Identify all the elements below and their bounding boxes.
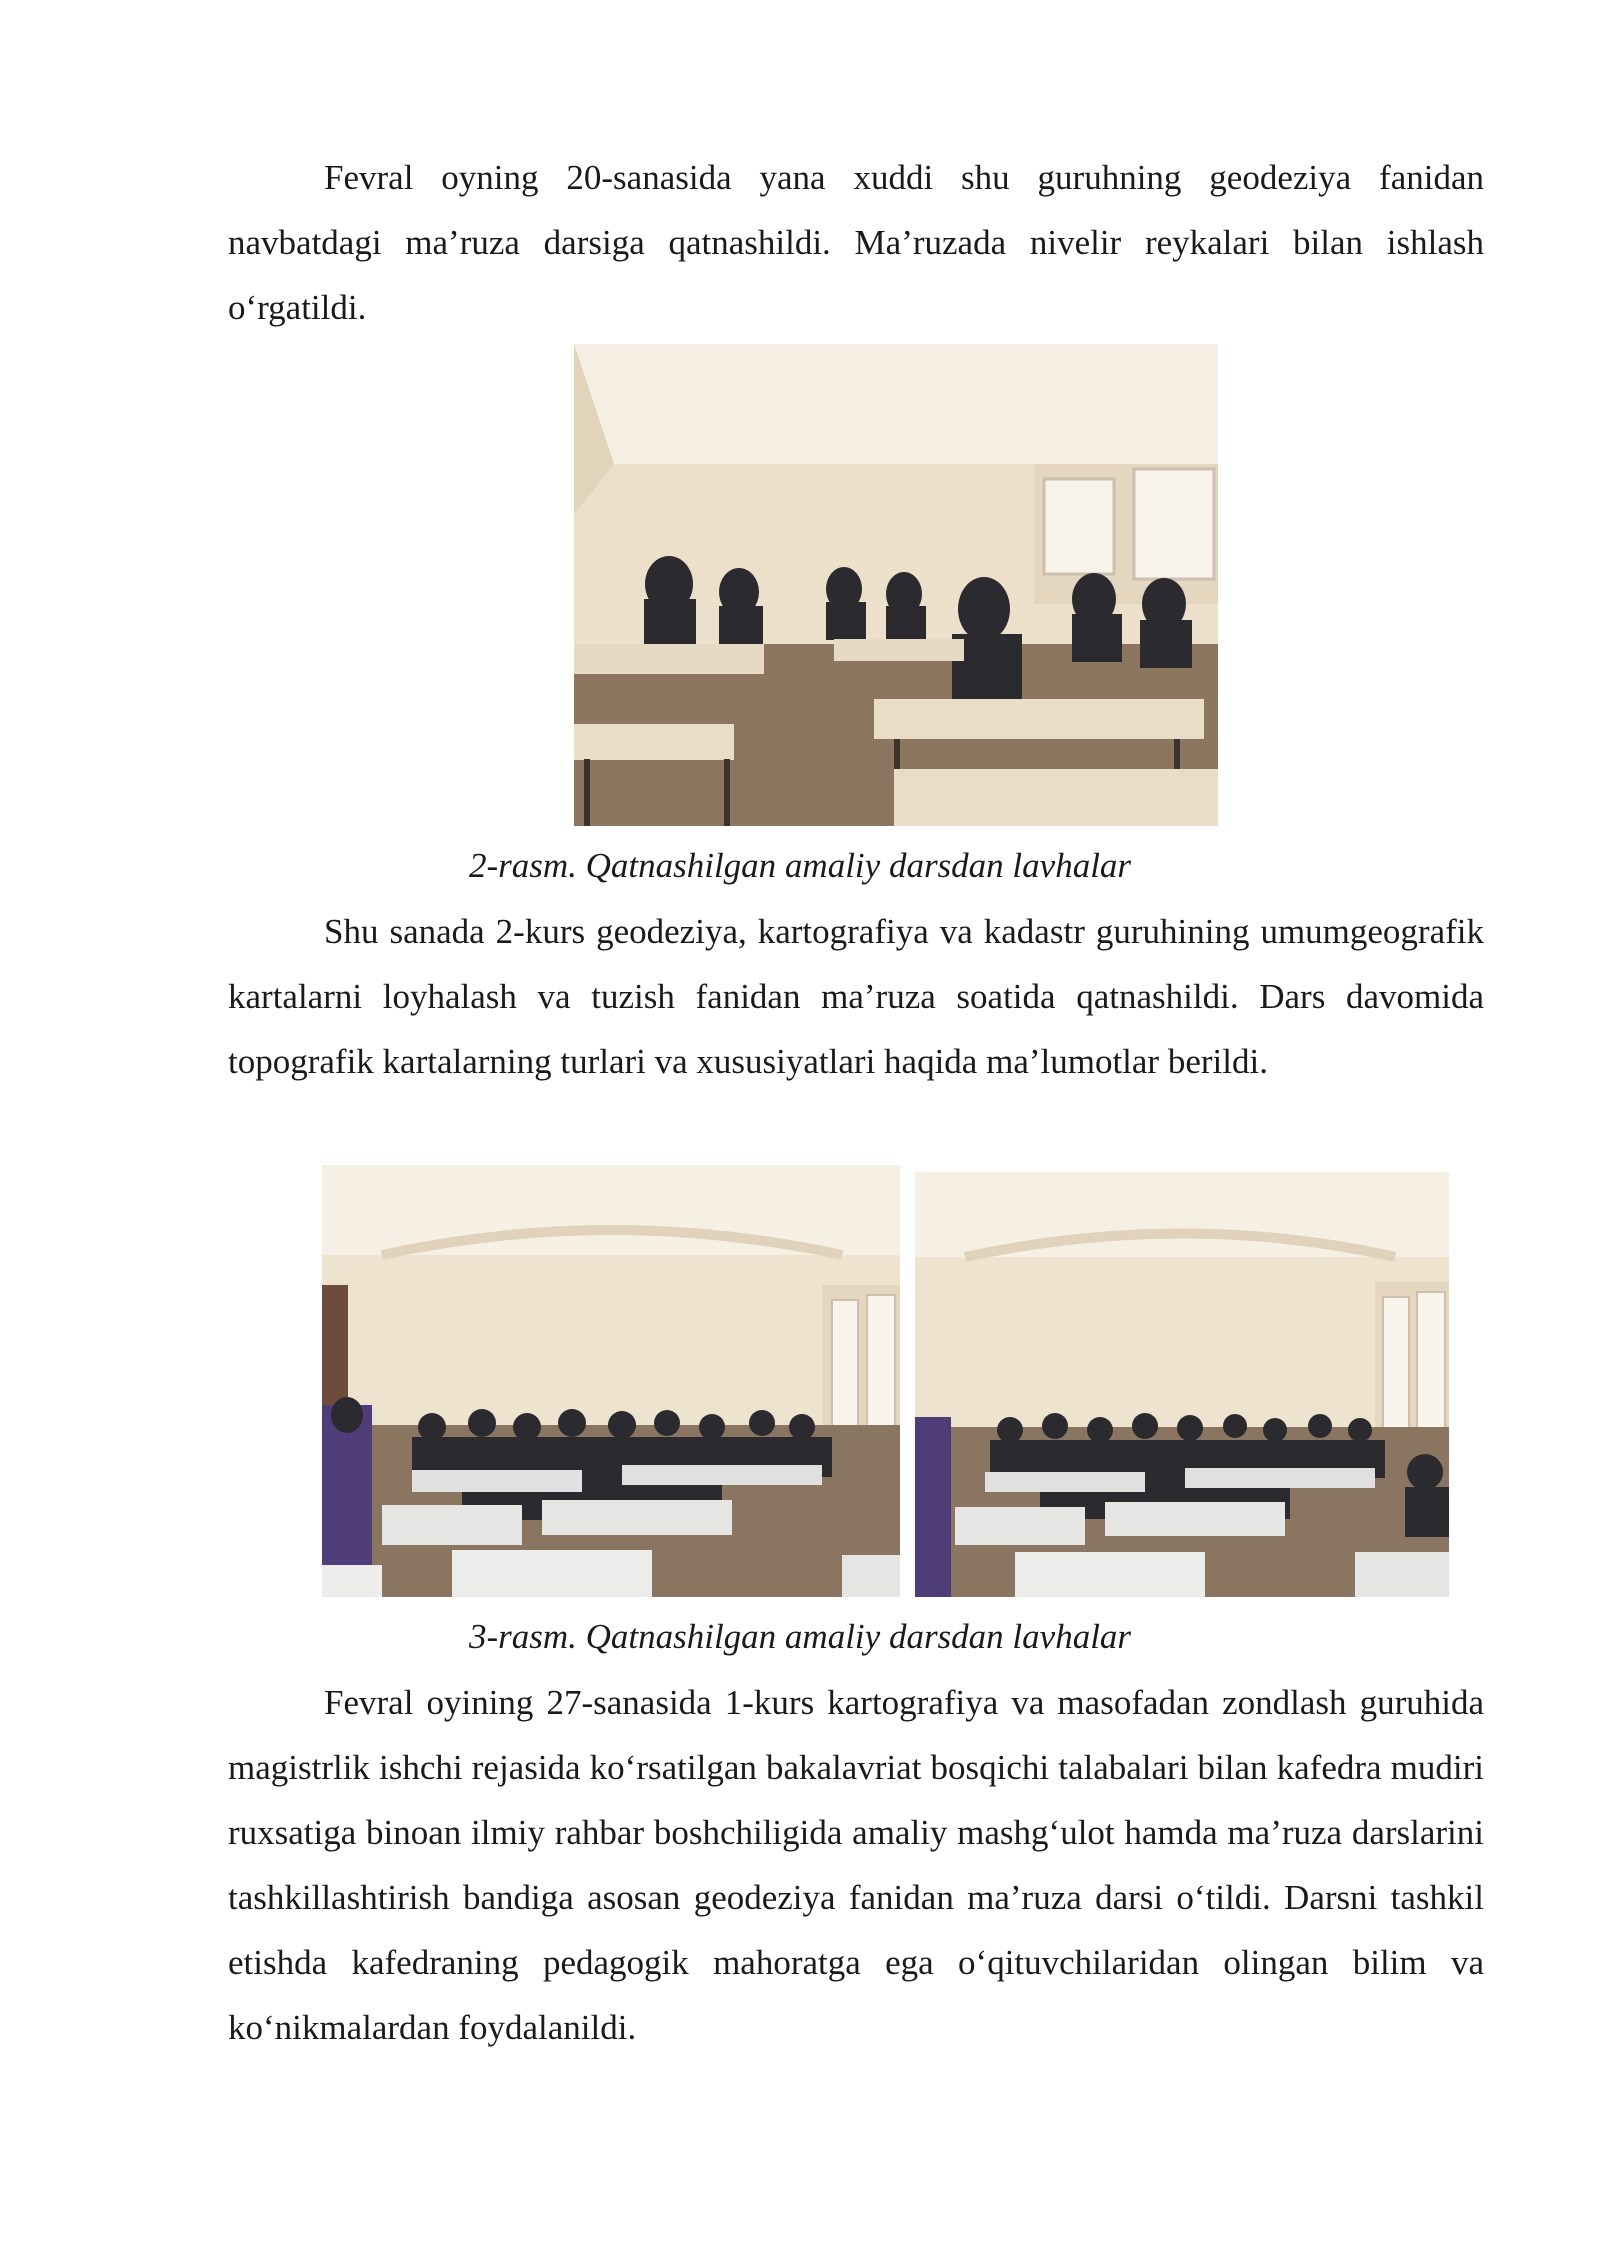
- paragraph-1: Fevral oyning 20-sanasida yana xuddi shu guruhning geodeziya fanidan navbatdagi ma’ruza darsiga qatnashildi. Ma’ruzada nivelir reykalari bilan ishlash o‘rgatildi.: [228, 158, 1484, 327]
- classroom-photo-3: [915, 1172, 1449, 1597]
- paragraph-2: Shu sanada 2-kurs geodeziya, kartografiya va kadastr guruhining umumgeografik kartalarni loyhalash va tuzish fanidan ma’ruza soatida qatnashildi. Dars davomida topografik kartalarning turlari va xususiyatlari haqida ma’lumotlar berildi.: [228, 912, 1484, 1081]
- paragraph-3: Fevral oyining 27-sanasida 1-kurs kartografiya va masofadan zondlash guruhida magistrlik ishchi rejasida ko‘rsatilgan bakalavriat bosqichi talabalari bilan kafedra mudiri ruxsatiga binoan ilmiy rahbar boshchiligida amaliy mashg‘ulot hamda ma’ruza darslarini tashkillashtirish bandiga asosan geodeziya fanidan ma’ruza darsi o‘tildi. Darsni tashkil etishda kafedraning pedagogik mahoratga ega o‘qituvchilaridan olingan bilim va ko‘nikmalardan foydalanildi.: [228, 1683, 1484, 2047]
- classroom-photo-2: [322, 1165, 900, 1597]
- classroom-photo-1: [574, 344, 1218, 826]
- caption-figure-2: 2-rasm. Qatnashilgan amaliy darsdan lavhalar: [468, 846, 1132, 885]
- caption-figure-3: 3-rasm. Qatnashilgan amaliy darsdan lavhalar: [468, 1617, 1132, 1656]
